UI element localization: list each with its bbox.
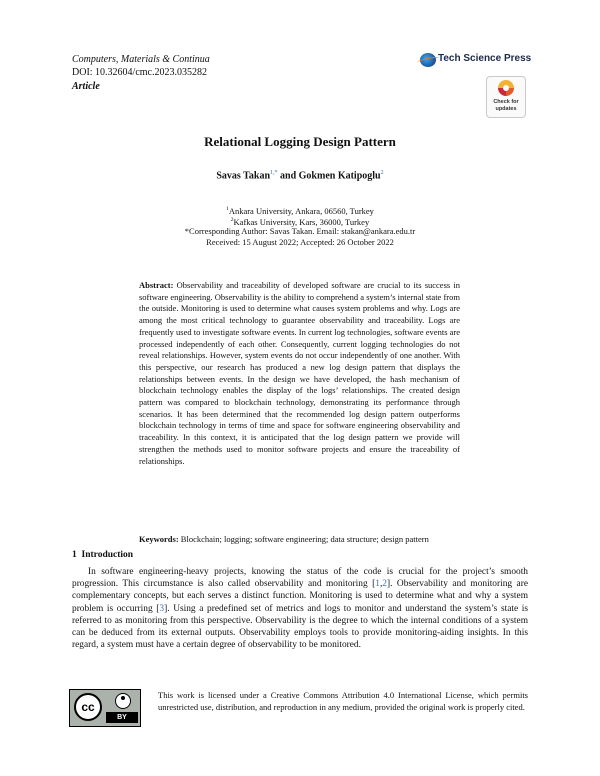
page-title: Relational Logging Design Pattern [204,134,396,149]
cc-icon: cc [74,693,102,721]
keywords-label: Keywords: [139,534,179,544]
article-type: Article [72,81,100,92]
authors-joiner: and [280,170,297,182]
affiliation-mark: 2 [230,217,234,223]
abstract-label: Abstract: [139,280,174,290]
section-number: 1 [72,550,77,560]
author-list [0,170,600,181]
citation-link[interactable]: 2 [382,579,387,590]
keywords [139,534,460,546]
intro-text: ]. Using a predefined set of metrics and logs to monitor and understand the system’s state is referred to as monitoring from this perspective. Observability is the degree to which the internal conditions of a system can be deduced from its external outputs. Observability employs tools to provide monitoring-aiding insights. In this regard, a system must have a certain degree of observability to be monitored. [72,603,529,651]
license-text: This work is licensed under a Creative Commons Attribution 4.0 International License, which permits unrestricted use, distribution, and reproduction in any medium, provided the original work is properly cited. [158,690,528,712]
intro-text: In software engineering-heavy projects, knowing the status of the code is crucial for the project’s smooth progression. This circumstance is also called observability and monitoring [ [72,567,528,590]
intro-text: ]. Observability and monitoring are complementary concepts, but each serves a distinct function. Monitoring is used to determine what and why a system problem is occurring [ [72,579,528,614]
intro-text: , [379,579,383,590]
abstract-text: Observability and traceability of developed software are crucial to its success in software engineering. Observability is the ability to comprehend a system’s internal state from the outside. Monitoring is used to determine what causes system problems and why. Logs are among the most critical technology to guarantee observability and traceability. Logs are frequently used to investigate software events. In current log technologies, software events are processed independently of each other. Consequently, current logging technologies do not reveal relationships. However, system events do not occur independently of one another. With this perspective, our research has produced a new log design pattern that displays the relationships between events. In the design we have developed, the hash mechanism of blockchain technology enables the display of the logs’ relationships. The created design pattern was compared to blockchain technology, demonstrating its performance through scenarios. It has been determined that the recommended log design pattern outperforms blockchain technology in terms of time and space for software engineering observability and traceability. In this context, it is anticipated that the log design pattern we provide will strengthen the methods used to monitor software projects and ensure the traceability of relationships. [139,280,460,466]
check-badge-text [487,99,525,112]
citation-link[interactable]: 1 [375,579,380,590]
check-for-updates-badge[interactable] [486,76,526,118]
cc-by-license-badge[interactable] [69,689,141,727]
intro-paragraph [72,566,528,651]
globe-icon [420,53,436,67]
journal-name: Computers, Materials & Continua [72,54,210,65]
affiliation-text: Kafkas University, Kars, 36000, Turkey [233,216,370,227]
author-affiliation-mark[interactable]: 2 [380,170,384,176]
person-icon [115,693,131,709]
doi[interactable]: DOI: 10.32604/cmc.2023.035282 [72,67,207,78]
affiliation-text: Ankara University, Ankara, 06560, Turkey [228,205,374,216]
section-title: Introduction [81,550,134,560]
citation-link[interactable]: 3 [159,603,165,614]
by-label: BY [106,712,138,723]
affiliation-mark: 1 [226,206,229,212]
check-badge-line2: updates [495,105,517,112]
abstract [139,280,460,467]
check-badge-line1: Check for [493,99,519,105]
received-accepted-dates: Received: 15 August 2022; Accepted: 26 October 2022 [206,237,394,247]
author-affiliation-mark[interactable]: 1,* [270,170,278,176]
section-heading [72,550,133,560]
author-name: Savas Takan [216,170,271,182]
publisher-logo[interactable] [420,52,532,68]
keywords-text: Blockchain; logging; software engineering; data structure; design pattern [180,534,429,544]
corresponding-author: *Corresponding Author: Savas Takan. Email: stakan@ankara.edu.tr [184,226,416,236]
publisher-name: Tech Science Press [438,53,532,64]
crossmark-icon [498,80,514,96]
author-name: Gokmen Katipoglu [298,170,381,182]
